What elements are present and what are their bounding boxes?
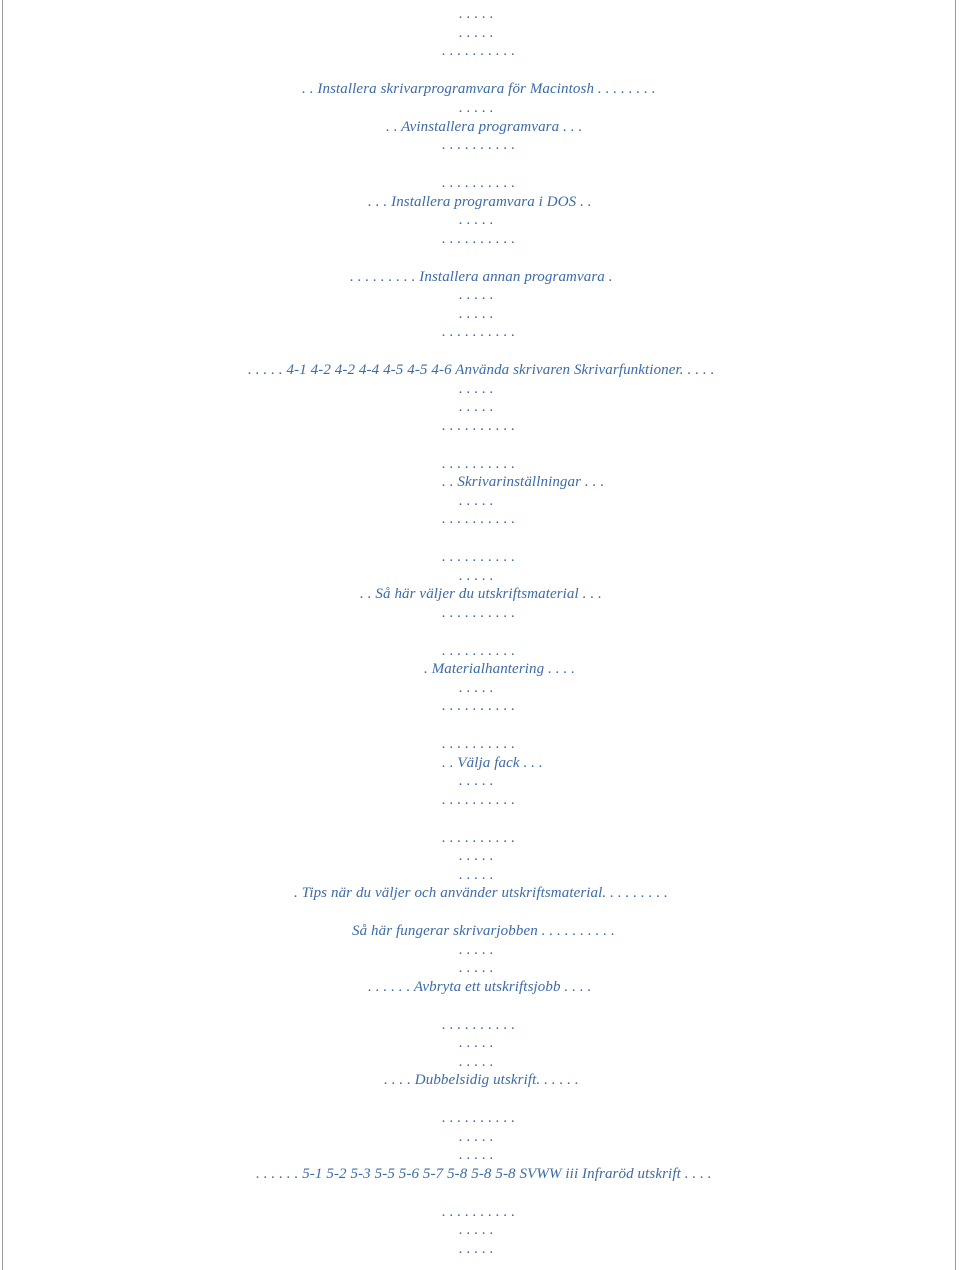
toc-leader-line: . . . . .	[459, 1129, 494, 1145]
toc-leader-line: . . . . . . . . . .	[442, 830, 516, 846]
toc-entry-macintosh: . . Installera skrivarprogramvara för Macintosh . . . . . . . .	[302, 81, 656, 97]
toc-leader-line: . . . . . . . . . .	[442, 1110, 516, 1126]
toc-leader-line: . . . . . . . . . .	[442, 698, 516, 714]
toc-leader-line: . . . . .	[459, 493, 494, 509]
toc-entry-utskriftsmaterial: . . Så här väljer du utskriftsmaterial . . .	[360, 586, 602, 602]
toc-leader-line: . . . . .	[459, 100, 494, 116]
toc-leader-line: . . . . . . . . . .	[442, 643, 516, 659]
toc-leader-line: . . . . .	[459, 942, 494, 958]
toc-entry-anvanda-skrivaren: . . . . . 4-1 4-2 4-2 4-4 4-5 4-5 4-6 Använda skrivaren Skrivarfunktioner. . . . .	[248, 362, 715, 378]
toc-leader-line: . . . . . . . . . .	[442, 1204, 516, 1220]
toc-leader-line: . . . . .	[459, 1222, 494, 1238]
toc-leader-line: . . . . . . . . . .	[442, 175, 516, 191]
toc-leader-line: . . . . . . . . . .	[442, 511, 516, 527]
toc-leader-line: . . . . . . . . . .	[442, 137, 516, 153]
toc-leader-line: . . . . . . . . . .	[442, 1017, 516, 1033]
toc-leader-line: . . . . . . . . . .	[442, 418, 516, 434]
toc-leader-line: . . . . .	[459, 212, 494, 228]
page-right-edge	[955, 0, 956, 1270]
toc-entry-dubbelsidig: . . . . Dubbelsidig utskrift. . . . . .	[384, 1072, 579, 1088]
toc-entry-annan-programvara: . . . . . . . . . Installera annan programvara .	[350, 269, 613, 285]
toc-leader-line: . . . . .	[459, 399, 494, 415]
toc-leader-line: . . . . .	[459, 1035, 494, 1051]
toc-entry-avinstallera: . . Avinstallera programvara . . .	[386, 119, 583, 135]
page-left-edge	[2, 0, 3, 1270]
toc-leader-line: . . . . .	[459, 773, 494, 789]
toc-entry-skrivarjobben: Så här fungerar skrivarjobben . . . . . . . . . .	[352, 923, 615, 939]
toc-entry-valja-fack: . . Välja fack . . .	[442, 755, 543, 771]
toc-entry-avbryta: . . . . . . Avbryta ett utskriftsjobb . . . .	[368, 979, 592, 995]
toc-entry-infrarod: . . . . . . 5-1 5-2 5-3 5-5 5-6 5-7 5-8 5-8 5-8 SVWW iii Infraröd utskrift . . . .	[256, 1166, 712, 1182]
toc-leader-line: . . . . .	[459, 6, 494, 22]
toc-leader-line: . . . . .	[459, 960, 494, 976]
toc-leader-line: . . . . .	[459, 1054, 494, 1070]
toc-leader-line: . . . . .	[459, 848, 494, 864]
toc-leader-line: . . . . . . . . . .	[442, 231, 516, 247]
toc-leader-line: . . . . . . . . . .	[442, 605, 516, 621]
toc-leader-line: . . . . .	[459, 381, 494, 397]
toc-leader-line: . . . . .	[459, 25, 494, 41]
toc-entry-materialhantering: . Materialhantering . . . .	[424, 661, 576, 677]
toc-leader-line: . . . . .	[459, 568, 494, 584]
toc-leader-line: . . . . .	[459, 287, 494, 303]
toc-entry-skrivarinstallningar: . . Skrivarinställningar . . .	[442, 474, 605, 490]
toc-entry-tips: . Tips när du väljer och använder utskriftsmaterial. . . . . . . . .	[294, 885, 668, 901]
toc-leader-line: . . . . . . . . . .	[442, 324, 516, 340]
toc-leader-line: . . . . . . . . . .	[442, 736, 516, 752]
toc-entry-dos: . . . Installera programvara i DOS . .	[368, 194, 592, 210]
toc-leader-line: . . . . .	[459, 1147, 494, 1163]
toc-leader-line: . . . . . . . . . .	[442, 43, 516, 59]
toc-leader-line: . . . . . . . . . .	[442, 549, 516, 565]
toc-leader-line: . . . . . . . . . .	[442, 456, 516, 472]
toc-leader-line: . . . . .	[459, 867, 494, 883]
toc-leader-line: . . . . . . . . . .	[442, 792, 516, 808]
toc-leader-line: . . . . .	[459, 306, 494, 322]
toc-leader-line: . . . . .	[459, 1241, 494, 1257]
toc-leader-line: . . . . .	[459, 680, 494, 696]
